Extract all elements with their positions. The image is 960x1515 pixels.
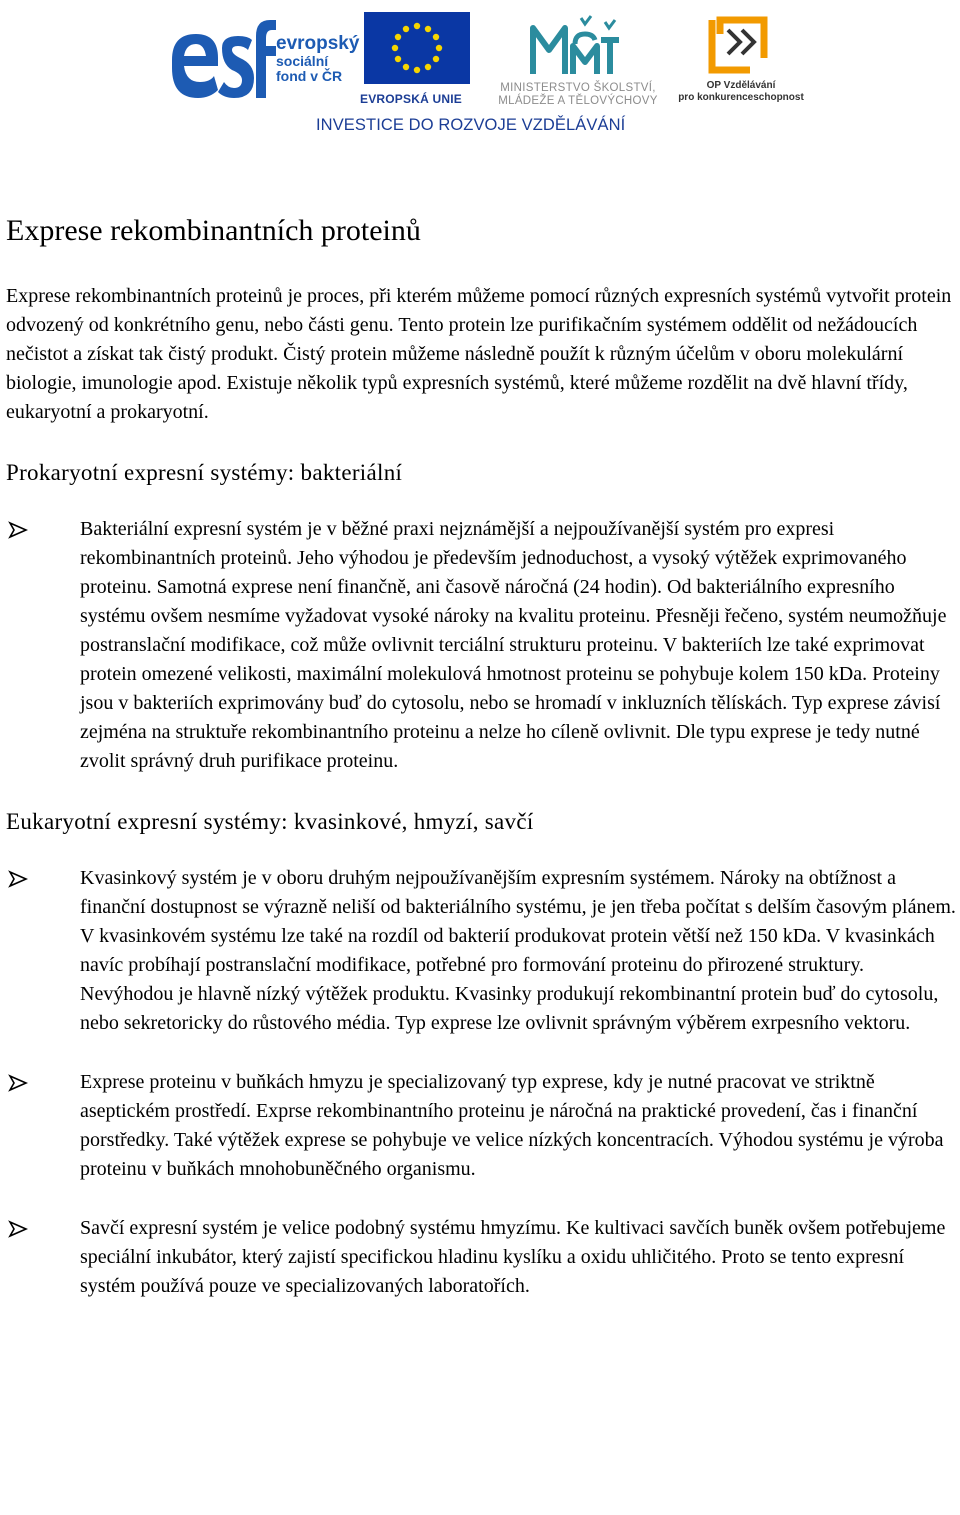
list-item-text: Exprese proteinu v buňkách hmyzu je specializovaný typ exprese, kdy je nutné pracovat ve striktně aseptickém prostředí. Exprse rekombinantního proteinu je náročná na praktické provedení, čas i finanční porstředky. Také výtěžek exprese se pohybuje ve velice nízkých koncentracích. Výhodou systému je výroba proteinu v buňkách mnohobuněčného organismu. — [80, 1071, 944, 1180]
esf-line3: fond v ČR — [276, 67, 343, 84]
eu-label: EVROPSKÁ UNIE — [360, 92, 462, 106]
op-line2: pro konkurenceschopnost — [678, 92, 804, 103]
arrow-bullet-icon — [6, 515, 32, 544]
arrow-bullet-icon — [6, 1214, 32, 1243]
esf-logo-mark — [168, 16, 276, 104]
document-title: Exprese rekombinantních proteinů — [6, 214, 421, 247]
eu-flag — [364, 12, 470, 84]
arrow-bullet-icon — [6, 864, 32, 893]
list-item — [6, 1068, 958, 1184]
intro-paragraph: Exprese rekombinantních proteinů je proces, při kterém můžeme pomocí různých expresních systémů vytvořit protein odvozený od konkrétního genu, nebo části genu. Tento protein lze purifikačním systémem oddělit od nežádoucích nečistot a získat tak čistý produkt. Čistý protein můžeme následně použít k různým účelům v oboru molekulární biologie, imunologie apod. Existuje několik typů expresních systémů, které můžeme rozdělit na dvě hlavní třídy, eukaryotní a prokaryotní. — [6, 285, 952, 423]
esf-line1: evropský — [276, 33, 360, 54]
op-text — [676, 80, 806, 104]
arrow-bullet-icon — [6, 1068, 32, 1097]
list-item-text: Bakteriální expresní systém je v běžné praxi nejznámější a nejpoužívanější systém pro expresi rekombinantních proteinů. Jeho výhodou je především jednoduchost, a vysoký výtěžek exprimovaného proteinu. Samotná exprese není finančně, ani časově náročná (24 hodin). Od bakteriálního expresního systému ovšem nesmíme vyžadovat vysoké nároky na kvalitu proteinu. Přesněji řečeno, systém neumožňuje postranslační modifikace, což může ovlivnit terciální strukturu proteinu. V bakteriích lze také exprimovat protein omezené velikosti, maximální molekulová hmotnost proteinu se pohybuje kolem 150 kDa. Proteiny jsou v bakteriích exprimovány buď do cytosolu, nebo se hromadí v inkluzních tělískách. Typ exprese závisí zejména na struktuře rekombinantního proteinu a nelze ho cíleně ovlivnit. Dle typu exprese je tedy nutné zvolit správný druh purifikace proteinu. — [80, 518, 947, 772]
eu-logo — [360, 10, 475, 110]
eu-stars-icon — [364, 12, 470, 84]
section-heading: Eukaryotní expresní systémy: kvasinkové, hmyzí, savčí — [6, 809, 534, 834]
document-body — [6, 210, 958, 1331]
msmt-line1: MINISTERSTVO ŠKOLSTVÍ, — [500, 82, 656, 94]
msmt-logo-mark — [529, 10, 621, 78]
section-heading: Prokaryotní expresní systémy: bakteriální — [6, 460, 403, 485]
esf-text — [276, 34, 362, 83]
msmt-text — [483, 82, 673, 108]
op-logo — [676, 14, 806, 110]
investment-banner: INVESTICE DO ROZVOJE VZDĚLÁVÁNÍ — [316, 116, 626, 134]
op-line1: OP Vzdělávání — [706, 80, 776, 91]
section-eukaryotic — [6, 806, 958, 1301]
esf-line2: sociální — [276, 52, 329, 69]
list-item-text: Kvasinkový systém je v oboru druhým nejpoužívanějším expresním systémem. Nároky na obtížnost a finanční dostupnost se výrazně neliší od bakteriálního systému, je jen třeba počítat s delším časovým plánem. V kvasinkovém systému lze také na rozdíl od bakterií produkovat protein větší než 150 kDa. V kvasinkách navíc probíhají postranslační modifikace, potřebné pro formování proteinu do přirozené struktury. Nevýhodou je hlavně nízký výtěžek produktu. Kvasinky produkují rekombinantní protein buď do cytosolu, nebo sekretoricky do růstového média. Typ exprese lze ovlivnit správným výběrem exrpesního vektoru. — [80, 867, 956, 1034]
list-item — [6, 515, 958, 776]
header-logos — [0, 0, 960, 150]
list-item — [6, 864, 958, 1038]
list-item-text: Savčí expresní systém je velice podobný systému hmyzímu. Ke kultivaci savčích buněk ovšem potřebujeme speciální inkubátor, který zajistí specifickou hladinu kyslíku a oxidu uhličitého. Proto se tento expresní systém používá pouze ve specializovaných laboratořích. — [80, 1217, 946, 1297]
msmt-logo — [483, 10, 673, 110]
section-prokaryotic — [6, 457, 958, 776]
msmt-line2: MLÁDEŽE A TĚLOVÝCHOVY — [498, 95, 658, 108]
list-item — [6, 1214, 958, 1301]
esf-logo — [168, 10, 358, 110]
op-logo-mark — [706, 14, 770, 76]
